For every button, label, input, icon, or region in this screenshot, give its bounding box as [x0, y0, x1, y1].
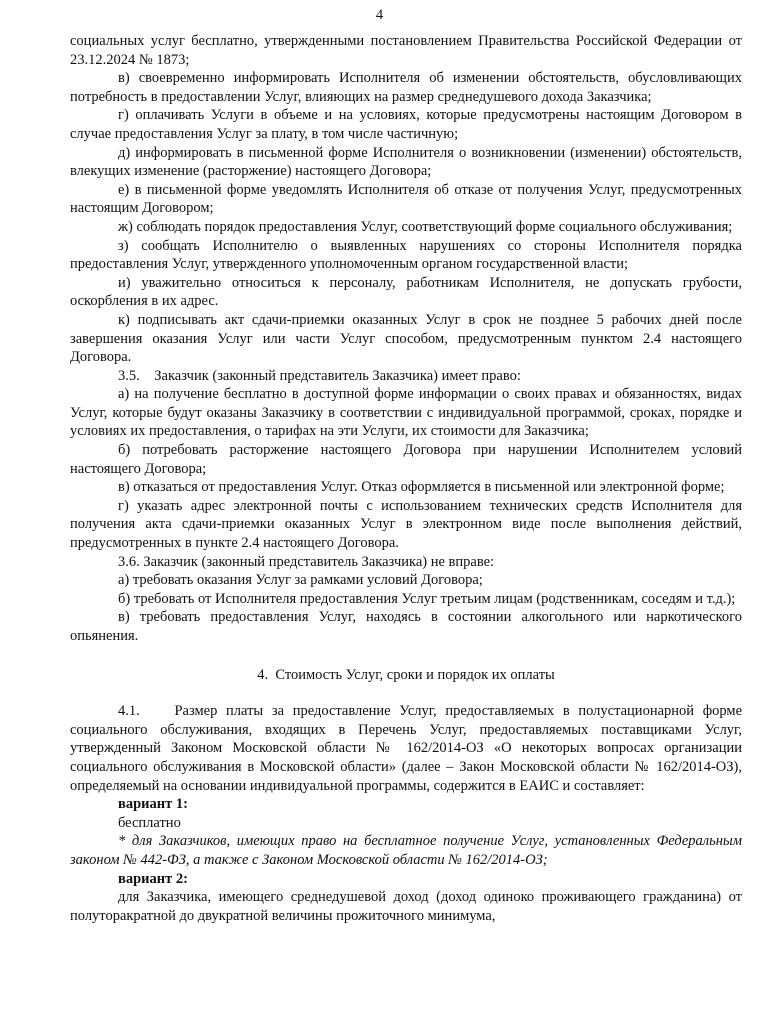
clause-3-5-heading: 3.5. Заказчик (законный представитель Заказчика) имеет право:	[118, 367, 521, 384]
clause-3-4-v: в) своевременно информировать Исполнителя об изменении обстоятельств, обусловливающих потребность в предоставлении Услуг, влияющих на размер среднедушевого дохода Заказчика;	[70, 70, 742, 105]
clause-3-6-heading: 3.6. Заказчик (законный представитель Заказчика) не вправе:	[118, 553, 495, 570]
clause-3-5-g: г) указать адрес электронной почты с использованием технических средств Исполнителя для получения акта сдачи-приемки оказанных Услуг в электронном виде после выполнения действий, предусмотренных в пункте 2.4 настоящего Договора.	[70, 497, 742, 552]
clause-3-4-k: к) подписывать акт сдачи-приемки оказанных Услуг в срок не позднее 5 рабочих дней после завершения оказания Услуг или части Услуг способом, предусмотренным пунктом 2.4 настоящего Договора.	[70, 311, 742, 366]
clause-3-4-z: з) сообщать Исполнителю о выявленных нарушениях со стороны Исполнителя порядка предоставления Услуг, утвержденного уполномоченным органом государственной власти;	[70, 237, 742, 273]
clause-3-5-a: а) на получение бесплатно в доступной форме информации о своих правах и обязанностях, видах Услуг, которые будут оказаны Заказчику в соответствии с индивидуальной программой, сроках, порядке и условиях их предоставления, о тарифах на эти Услуги, их стоимости для Заказчика;	[70, 386, 742, 440]
clause-3-4-i: и) уважительно относиться к персоналу, работникам Исполнителя, не допускать грубости, оскорбления в их адрес.	[70, 274, 742, 310]
clause-3-4-e: е) в письменной форме уведомлять Исполнителя об отказе от получения Услуг, предусмотренных настоящим Договором;	[70, 181, 742, 217]
page-number: 4	[375, 7, 384, 23]
variant-1-label: вариант 1:	[118, 796, 188, 813]
clause-3-6-b: б) требовать от Исполнителя предоставления Услуг третьим лицам (родственникам, соседям и т.д.);	[118, 590, 736, 607]
paragraph-continuation: социальных услуг бесплатно, утвержденными постановлением Правительства Российской Федерации от 23.12.2024 № 1873;	[70, 33, 742, 68]
variant-2-text: для Заказчика, имеющего среднедушевой доход (доход одиноко проживающего гражданина) от полуторакратной до двукратной величины прожиточного минимума,	[70, 889, 742, 924]
clause-3-6-a: а) требовать оказания Услуг за рамками условий Договора;	[118, 572, 483, 589]
document-body	[70, 32, 746, 925]
clause-4-1: 4.1. Размер платы за предоставление Услуг, предоставляемых в полустационарной форме социального обслуживания, входящих в Перечень Услуг, предоставляемых поставщиками Услуг, утвержденный Законом Московской области № 162/2014-ОЗ «О некоторых вопросах организации социального обслуживания в Московской области» (далее – Закон Московской области № 162/2014-ОЗ), определяемый на основании индивидуальной программы, содержится в ЕАИС и составляет:	[70, 703, 746, 794]
variant-2-label: вариант 2:	[118, 870, 188, 887]
clause-3-5-v: в) отказаться от предоставления Услуг. Отказ оформляется в письменной или электронной форме;	[118, 479, 725, 496]
clause-3-4-g: г) оплачивать Услуги в объеме и на условиях, которые предусмотрены настоящим Договором в случае предоставления Услуг за плату, в том числе частичную;	[70, 107, 742, 142]
variant-1-note: * для Заказчиков, имеющих право на бесплатное получение Услуг, установленных Федеральным законом № 442-ФЗ, а также с Законом Московской области № 162/2014-ОЗ;	[70, 833, 742, 868]
section-4-heading: 4. Стоимость Услуг, сроки и порядок их оплаты	[257, 666, 555, 683]
clause-3-5-b: б) потребовать расторжение настоящего Договора при нарушении Исполнителем условий настоящего Договора;	[70, 442, 742, 477]
clause-3-4-d: д) информировать в письменной форме Исполнителя о возникновении (изменении) обстоятельств, влекущих изменение (расторжение) настоящего Договора;	[70, 144, 742, 180]
variant-1-text: бесплатно	[118, 814, 181, 831]
clause-3-4-zh: ж) соблюдать порядок предоставления Услуг, соответствующий форме социального обслуживания;	[118, 218, 733, 235]
clause-3-6-v: в) требовать предоставления Услуг, находясь в состоянии алкогольного или наркотического опьянения.	[70, 609, 742, 644]
